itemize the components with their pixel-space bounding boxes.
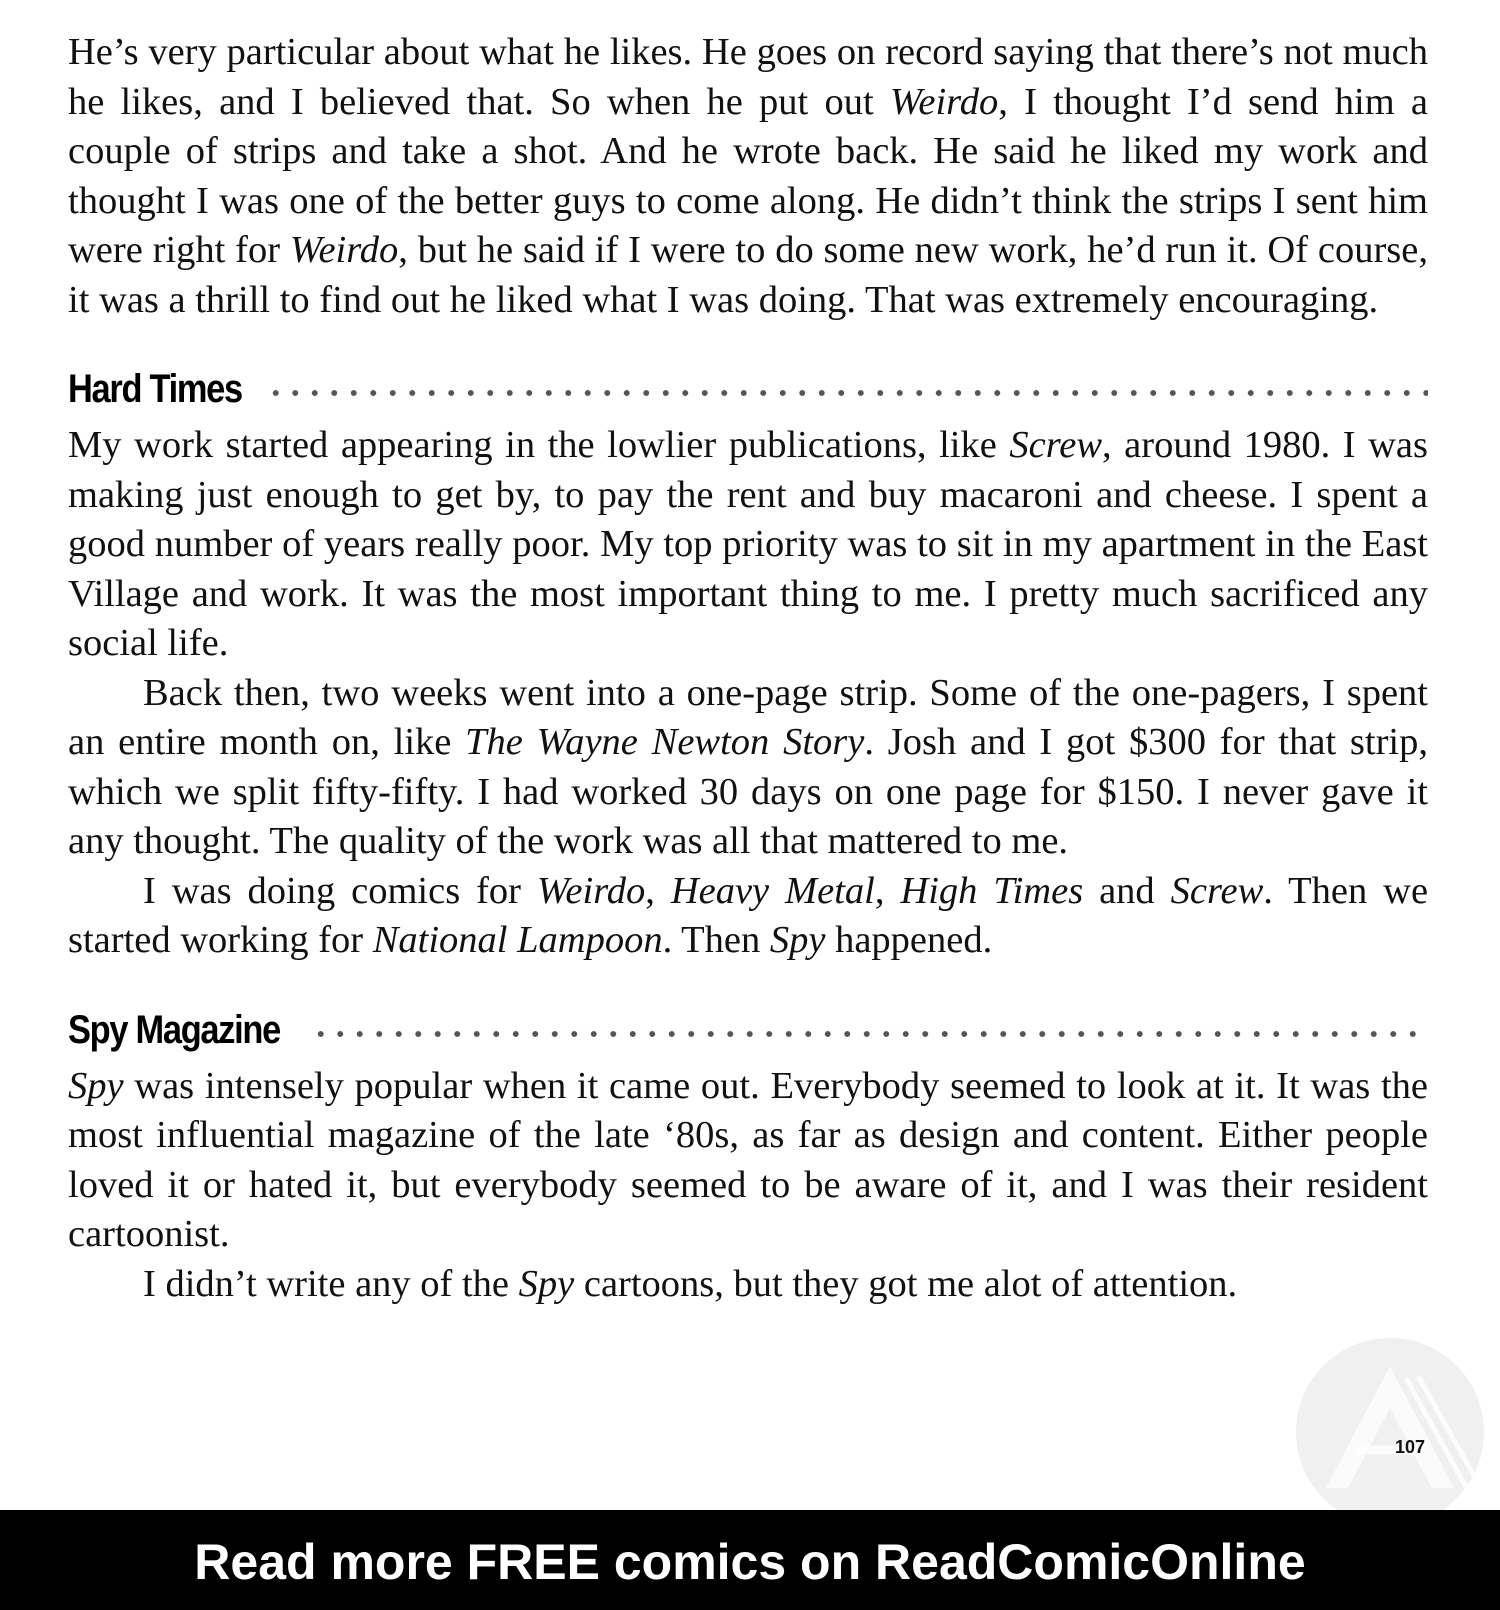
title-weirdo: Weirdo [889, 80, 999, 123]
title-spy: Spy [68, 1064, 124, 1107]
title-spy: Spy [518, 1262, 575, 1305]
page-number: 107 [1395, 1437, 1426, 1457]
banner-link-text[interactable]: Read more FREE comics on ReadComicOnline [194, 1534, 1306, 1590]
dot-leader [266, 389, 1428, 397]
section-title: Hard Times [68, 367, 242, 412]
title-screw: Screw [1170, 869, 1264, 912]
section-heading-spy-magazine [68, 1000, 1428, 1062]
watermark-logo-icon [1296, 1338, 1484, 1526]
paragraph-spy-1: Spy was intensely popular when it came out. Everybody seemed to look at it. It was the most influential magazine of the late ‘80s, as far as design and content. Either people loved it or hated it, but everybody seemed to be aware of it, and I was their resident cartoonist. [68, 1064, 1428, 1255]
title-wayne-newton-story: The Wayne Newton Story [465, 721, 865, 763]
title-weirdo: Weirdo [289, 229, 399, 271]
paragraph-hard-times-1: My work started appearing in the lowlier publications, like Screw, around 1980. I was making just enough to get by, to pay the rent and buy macaroni and cheese. I spent a good number of years really poor. My top priority was to sit in my apartment in the East Village and work. It was the most important thing to me. I pretty much sacrificed any social life. [68, 424, 1428, 664]
dot-leader [311, 1030, 1428, 1038]
footer-banner[interactable] [0, 1510, 1500, 1610]
paragraph-hard-times-2: Back then, two weeks went into a one-page strip. Some of the one-pagers, I spent an entire month on, like The Wayne Newton Story. Josh and I got $300 for that strip, which we split fifty-fifty. I had worked 30 days on one page for $150. I never gave it any thought. The quality of the work was all that mattered to me. [68, 671, 1428, 862]
title-national-lampoon: National Lampoon [372, 919, 663, 961]
title-weirdo: Weirdo [536, 869, 646, 912]
paragraph-hard-times-3: I was doing comics for Weirdo, Heavy Metal, High Times and Screw. Then we started working for National Lampoon. Then Spy happened. [68, 869, 1429, 961]
watermark-a-icon [1296, 1338, 1484, 1526]
section-title: Spy Magazine [68, 1007, 281, 1052]
title-high-times: High Times [900, 869, 1084, 912]
title-heavy-metal: Heavy Metal [670, 869, 875, 912]
section-heading-hard-times [68, 359, 1428, 421]
title-spy: Spy [769, 919, 826, 961]
paragraph-intro: He’s very particular about what he likes. He goes on record saying that there’s not much he likes, and I believed that. So when he put out Weirdo, I thought I’d send him a couple of strips and take a shot. And he wrote back. He said he liked my work and thought I was one of the better guys to come along. He didn’t think the strips I sent him were right for Weirdo, but he said if I were to do some new work, he’d run it. Of course, it was a thrill to find out he liked what I was doing. That was extremely encouraging. [68, 31, 1428, 321]
title-screw: Screw [1009, 424, 1103, 466]
page-text [68, 28, 1428, 1309]
paragraph-spy-2: I didn’t write any of the Spy cartoons, but they got me alot of attention. [143, 1262, 1238, 1305]
